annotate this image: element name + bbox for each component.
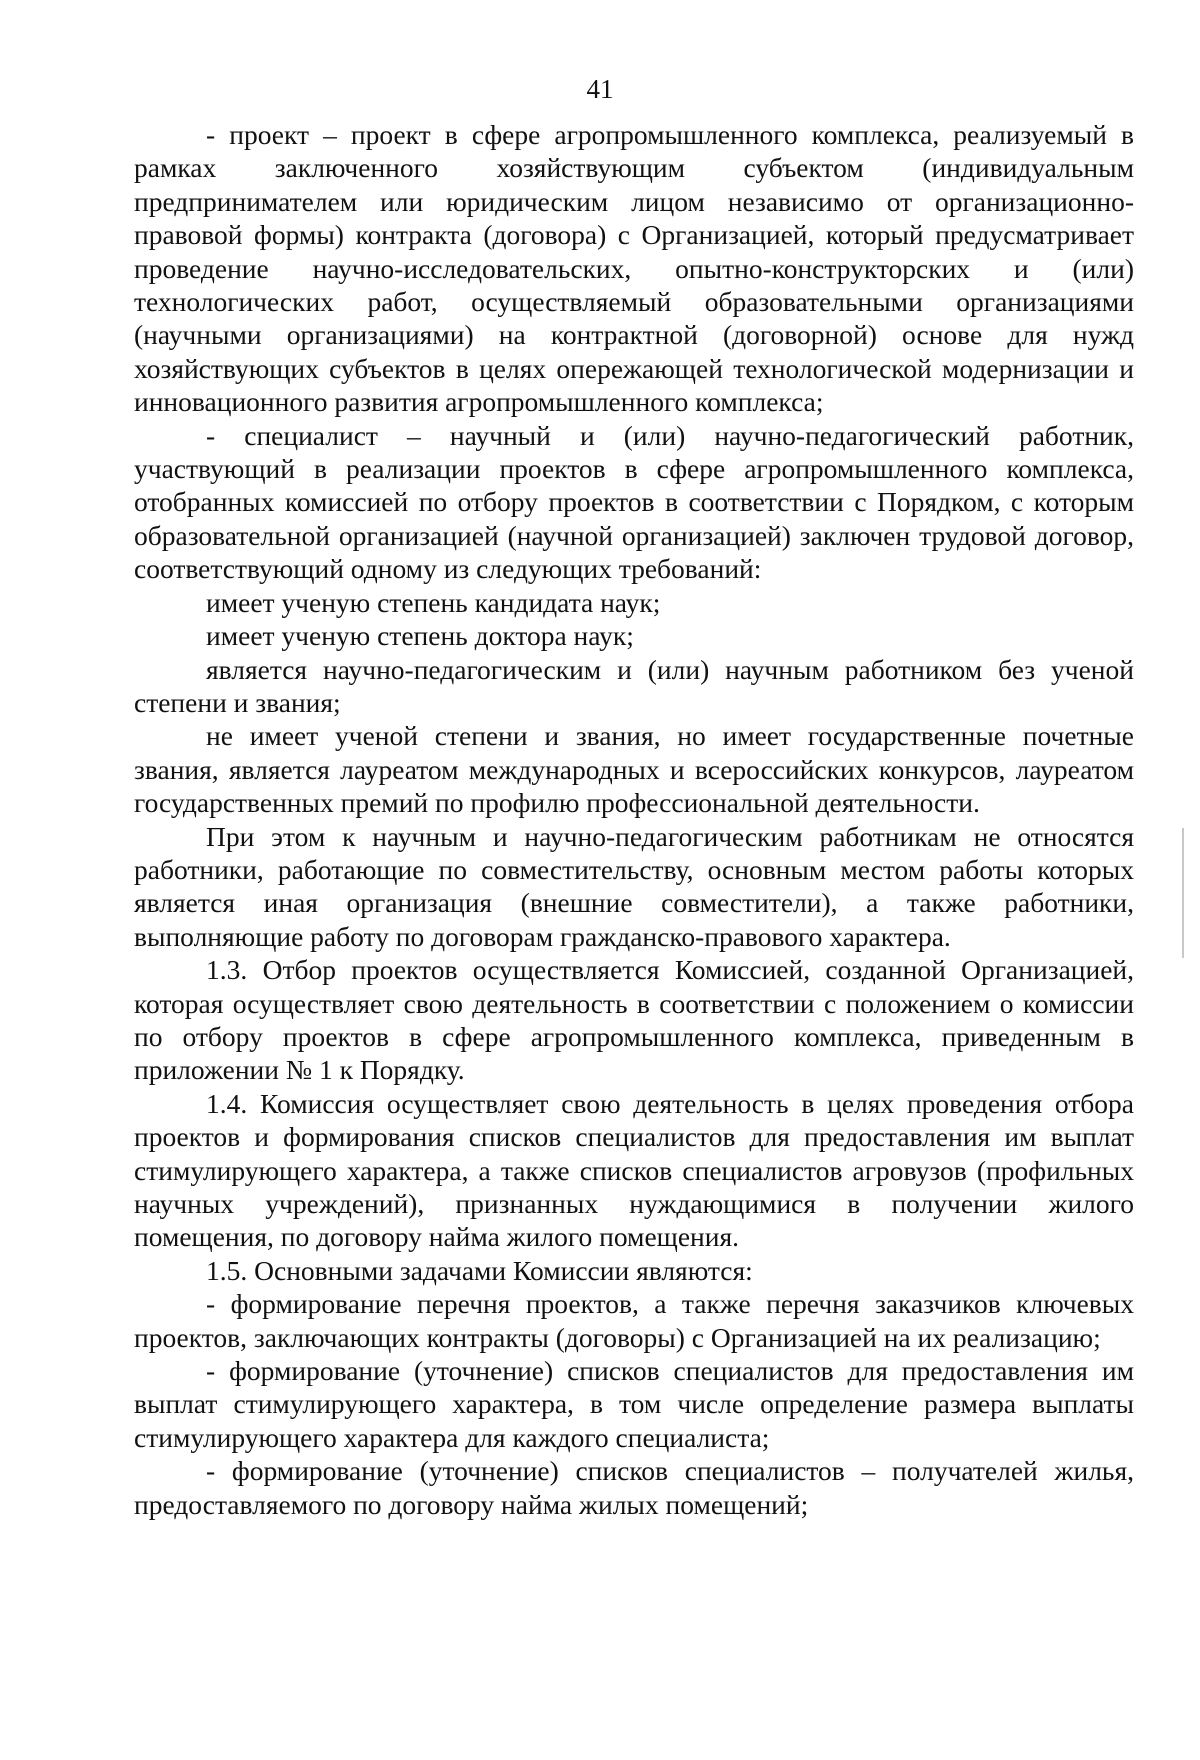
paragraph-1-3: 1.3. Отбор проектов осуществляется Комиссией, созданной Организацией, которая осуществляет свою деятельность в соответствии с положением о комиссии по отбору проектов в сфере агропромышленного комплекса, приведенным в приложении № 1 к Порядку.: [134, 954, 1134, 1086]
requirement-doctor-degree: имеет ученую степень доктора наук;: [206, 620, 634, 652]
paragraph-exclusions: При этом к научным и научно-педагогическим работникам не относятся работники, работающие по совместительству, основным местом работы которых является иная организация (внешние совместители), а также работники, выполняющие работу по договорам гражданско-правового характера.: [134, 820, 1134, 952]
task-project-list: - формирование перечня проектов, а также перечня заказчиков ключевых проектов, заключающих контракты (договоры) с Организацией на их реализацию;: [134, 1288, 1134, 1353]
requirement-honorary-titles: не имеет ученой степени и звания, но имеет государственные почетные звания, является лауреатом международных и всероссийских конкурсов, лауреатом государственных премий по профилю профессиональной деятельности.: [134, 720, 1134, 819]
paragraph-project-definition: - проект – проект в сфере агропромышленного комплекса, реализуемый в рамках заключенного хозяйствующим субъектом (индивидуальным предпринимателем или юридическим лицом независимо от организационно-правовой формы) контракта (договора) с Организацией, который предусматривает проведение научно-исследовательских, опытно-конструкторских и (или) технологических работ, осуществляемый образовательными организациями (научными организациями) на контрактной (договорной) основе для нужд хозяйствующих субъектов в целях опережающей технологической модернизации и инновационного развития агропромышленного комплекса;: [134, 119, 1134, 418]
requirement-no-degree-worker: является научно-педагогическим и (или) научным работником без ученой степени и звания;: [134, 653, 1134, 718]
paragraph-1-4: 1.4. Комиссия осуществляет свою деятельность в целях проведения отбора проектов и формирования списков специалистов для предоставления им выплат стимулирующего характера, а также списков специалистов агровузов (профильных научных учреждений), признанных нуждающимися в получении жилого помещения, по договору найма жилого помещения.: [134, 1087, 1134, 1253]
task-specialist-payments: - формирование (уточнение) списков специалистов для предоставления им выплат стимулирующего характера, в том числе определение размера выплаты стимулирующего характера для каждого специалиста;: [134, 1355, 1134, 1453]
task-housing-recipients: - формирование (уточнение) списков специалистов – получателей жилья, предоставляемого по договору найма жилых помещений;: [134, 1455, 1134, 1520]
requirement-candidate-degree: имеет ученую степень кандидата наук;: [206, 586, 661, 618]
page-number: 41: [586, 74, 614, 104]
scan-margin-mark: [1182, 828, 1184, 958]
document-body: [134, 118, 1134, 1521]
paragraph-1-5: 1.5. Основными задачами Комиссии являются:: [206, 1254, 753, 1286]
paragraph-specialist-definition: - специалист – научный и (или) научно-педагогический работник, участвующий в реализации проектов в сфере агропромышленного комплекса, отобранных комиссией по отбору проектов в соответствии с Порядком, с которым образовательной организацией (научной организацией) заключен трудовой договор, соответствующий одному из следующих требований:: [134, 419, 1134, 585]
